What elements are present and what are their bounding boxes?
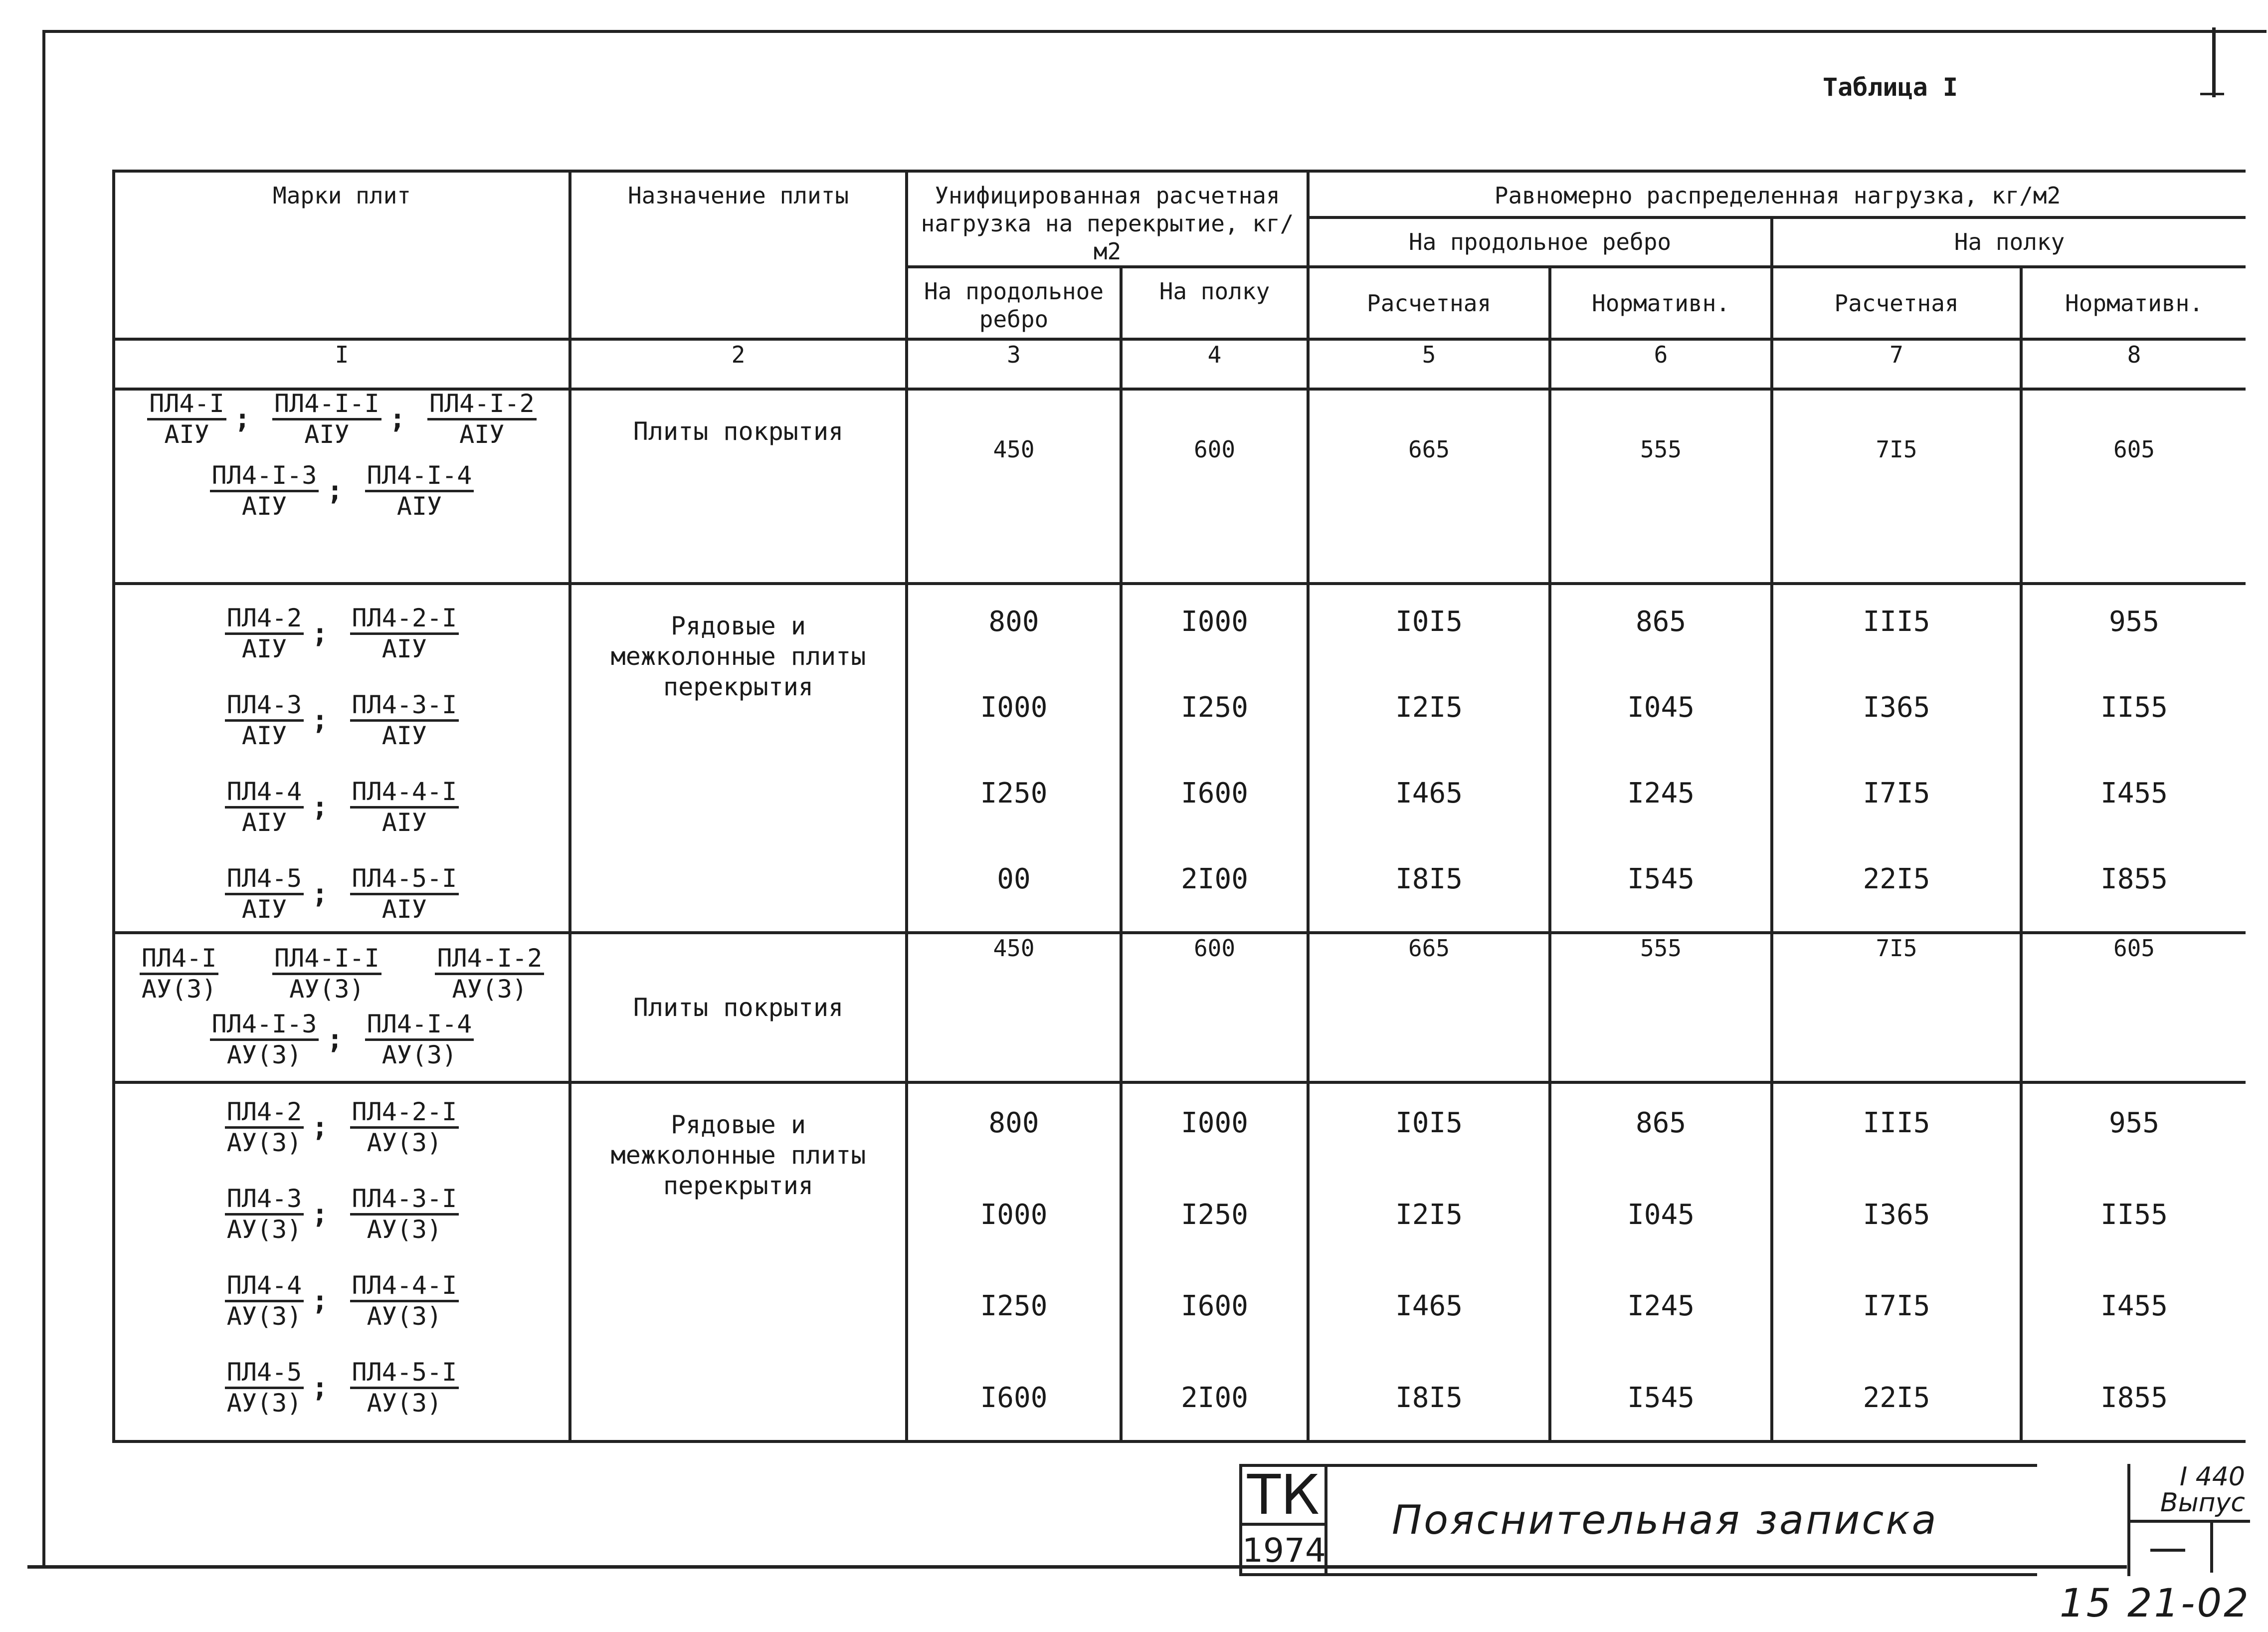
mark-fraction: $\frac{ПЛ4-I}{АУ(3)}$	[140, 945, 219, 1002]
mark-fraction: $\frac{ПЛ4-I-I}{\text{AIУ}}$	[272, 391, 381, 447]
col-number-8: 8	[2021, 339, 2246, 389]
value-cell: I000	[980, 691, 1048, 724]
stamp-box	[2130, 1523, 2213, 1573]
value-cell: 600	[1121, 389, 1308, 584]
value-cell: I8I5	[1395, 863, 1463, 895]
mark-line: $\frac{ПЛ4-3}{АУ(3)}$ ; $\frac{ПЛ4-3-I}{АУ(3)}$	[115, 1186, 568, 1242]
value-cell: I465	[1395, 1290, 1463, 1323]
mark-fraction: $\frac{ПЛ4-4-I}{\text{AIУ}}$	[350, 779, 459, 835]
value-cell: II55	[2100, 1198, 2168, 1231]
mark-line: $\frac{ПЛ4-4}{АУ(3)}$ ; $\frac{ПЛ4-4-I}{АУ(3)}$	[115, 1272, 568, 1329]
table-row	[114, 933, 2246, 1082]
value-cell: 600	[1121, 933, 1308, 1082]
header-uniform-load: Равномерно распределенная нагрузка, кг/м2	[1308, 171, 2246, 217]
value-cell: I600	[1181, 777, 1248, 810]
value-cell: I465	[1395, 777, 1463, 810]
frame-top-border	[42, 30, 2267, 33]
header-unified-load: Унифицированная расчетная нагрузка на перекрытие, кг/м2	[907, 171, 1308, 267]
frame-left-border	[42, 30, 45, 1565]
value-column	[907, 1082, 1121, 1441]
value-cell: I250	[980, 777, 1048, 810]
mark-line: $\frac{ПЛ4-I-3}{АУ(3)}$ ; $\frac{ПЛ4-I-4}{АУ(3)}$	[115, 1011, 568, 1068]
mark-fraction: $\frac{ПЛ4-I-2}{\text{AIУ}}$	[427, 391, 537, 447]
mark-fraction: $\frac{ПЛ4-2-I}{АУ(3)}$	[350, 1099, 459, 1156]
value-cell: I455	[2100, 1290, 2168, 1323]
header-unified-shelf: На полку	[1121, 267, 1308, 339]
value-cell: I000	[1181, 606, 1248, 638]
value-cell: I855	[2100, 1382, 2168, 1415]
value-cell: I245	[1627, 1290, 1695, 1323]
stamp-volume-number: I 440	[2179, 1462, 2245, 1492]
value-cell: 22I5	[1863, 1382, 1930, 1415]
table-row	[114, 584, 2246, 933]
value-cell: 555	[1550, 389, 1772, 584]
value-cell: I545	[1627, 1382, 1695, 1415]
marks-cell	[114, 1082, 570, 1441]
mark-fraction: $\frac{ПЛ4-4}{\text{AIУ}}$	[225, 779, 304, 835]
mark-fraction: $\frac{ПЛ4-I-2}{АУ(3)}$	[435, 945, 544, 1002]
value-cell: I045	[1627, 1198, 1695, 1231]
stamp-volume	[2160, 1464, 2245, 1516]
value-cell: 800	[988, 606, 1039, 638]
value-cell: III5	[1863, 1107, 1930, 1140]
value-cell: 605	[2021, 389, 2246, 584]
col-number-7: 7	[1772, 339, 2021, 389]
value-cell: I0I5	[1395, 606, 1463, 638]
purpose-cell: Плиты покрытия	[570, 933, 907, 1082]
title-block-volume	[2127, 1464, 2250, 1576]
value-cell: I000	[980, 1198, 1048, 1231]
mark-fraction: $\frac{ПЛ4-4}{АУ(3)}$	[225, 1272, 304, 1329]
mark-fraction: $\frac{ПЛ4-I-4}{\text{AIУ}}$	[365, 462, 474, 519]
mark-line: $\frac{ПЛ4-3}{\text{AIУ}}$ ; $\frac{ПЛ4-3-I}{\text{AIУ}}$	[115, 692, 568, 749]
mark-fraction: $\frac{ПЛ4-I-4}{АУ(3)}$	[365, 1011, 474, 1068]
value-cell: I245	[1627, 777, 1695, 810]
mark-fraction: $\frac{ПЛ4-5}{АУ(3)}$	[225, 1359, 304, 1416]
value-cell: 955	[2108, 1107, 2160, 1140]
value-cell: 2I00	[1181, 1382, 1248, 1415]
stamp-tk: ТК	[1242, 1467, 1327, 1526]
value-cell: I0I5	[1395, 1107, 1463, 1140]
header-shelf-norm: Нормативн.	[2021, 267, 2246, 339]
value-column	[1550, 1082, 1772, 1441]
header-uniform-shelf: На полку	[1772, 217, 2246, 267]
mark-line: $\frac{ПЛ4-I}{\text{AIУ}}$ ; $\frac{ПЛ4-I-I}{\text{AIУ}}$ ; $\frac{ПЛ4-I-2}{\text{AIУ}}$	[115, 391, 568, 447]
value-cell: 7I5	[1772, 933, 2021, 1082]
header-unified-rib: На продольное ребро	[907, 267, 1121, 339]
header-rib-norm: Нормативн.	[1550, 267, 1772, 339]
value-cell: II55	[2100, 691, 2168, 724]
value-cell: I250	[980, 1290, 1048, 1323]
purpose-cell: Плиты покрытия	[570, 389, 907, 584]
corner-tick-foot	[2200, 93, 2224, 95]
value-cell: 2I00	[1181, 863, 1248, 895]
loads-table	[112, 170, 2246, 1443]
mark-fraction: $\frac{ПЛ4-5}{\text{AIУ}}$	[225, 865, 304, 922]
value-cell: I7I5	[1863, 777, 1930, 810]
value-cell: 605	[2021, 933, 2246, 1082]
mark-line: $\frac{ПЛ4-2}{АУ(3)}$ ; $\frac{ПЛ4-2-I}{АУ(3)}$	[115, 1099, 568, 1156]
value-cell: I2I5	[1395, 1198, 1463, 1231]
value-cell: 450	[907, 933, 1121, 1082]
mark-line: $\frac{ПЛ4-4}{\text{AIУ}}$ ; $\frac{ПЛ4-4-I}{\text{AIУ}}$	[115, 779, 568, 835]
value-column	[2021, 1082, 2246, 1441]
col-number-5: 5	[1308, 339, 1550, 389]
mark-line: $\frac{ПЛ4-I-3}{\text{AIУ}}$ ; $\frac{ПЛ4-I-4}{\text{AIУ}}$	[115, 462, 568, 519]
col-number-6: 6	[1550, 339, 1772, 389]
value-cell: 7I5	[1772, 389, 2021, 584]
value-column	[1772, 584, 2021, 933]
value-cell: I2I5	[1395, 691, 1463, 724]
value-cell: I000	[1181, 1107, 1248, 1140]
corner-tick	[2212, 27, 2216, 97]
value-column	[907, 584, 1121, 933]
value-column	[1308, 584, 1550, 933]
mark-fraction: $\frac{ПЛ4-3-I}{АУ(3)}$	[350, 1186, 459, 1242]
value-cell: I455	[2100, 777, 2168, 810]
value-cell: I8I5	[1395, 1382, 1463, 1415]
mark-fraction: $\frac{ПЛ4-3}{АУ(3)}$	[225, 1186, 304, 1242]
mark-line: $\frac{ПЛ4-2}{\text{AIУ}}$ ; $\frac{ПЛ4-2-I}{\text{AIУ}}$	[115, 605, 568, 662]
value-cell: 955	[2108, 606, 2160, 638]
value-cell: I045	[1627, 691, 1695, 724]
col-number-2: 2	[570, 339, 907, 389]
col-number-3: 3	[907, 339, 1121, 389]
value-column	[1121, 584, 1308, 933]
mark-fraction: $\frac{ПЛ4-5-I}{\text{AIУ}}$	[350, 865, 459, 922]
value-column	[1121, 1082, 1308, 1441]
mark-fraction: $\frac{ПЛ4-2-I}{\text{AIУ}}$	[350, 605, 459, 662]
mark-line: $\frac{ПЛ4-5}{\text{AIУ}}$ ; $\frac{ПЛ4-5-I}{\text{AIУ}}$	[115, 865, 568, 922]
header-rib-calc: Расчетная	[1308, 267, 1550, 339]
value-cell: 00	[997, 863, 1031, 895]
value-cell: I250	[1181, 1198, 1248, 1231]
mark-fraction: $\frac{ПЛ4-I-3}{\text{AIУ}}$	[210, 462, 319, 519]
value-column	[1308, 1082, 1550, 1441]
value-cell: 22I5	[1863, 863, 1930, 895]
value-column	[1772, 1082, 2021, 1441]
table-row	[114, 389, 2246, 584]
mark-fraction: $\frac{ПЛ4-I-I}{АУ(3)}$	[272, 945, 381, 1002]
stamp-title: Пояснительная записка	[1392, 1497, 1938, 1543]
col-number-1: I	[114, 339, 570, 389]
mark-fraction: $\frac{ПЛ4-I}{\text{AIУ}}$	[147, 391, 226, 447]
purpose-cell: Рядовые и межколонные плиты перекрытия	[570, 584, 907, 933]
stamp-volume-label: Выпус	[2160, 1488, 2245, 1518]
mark-fraction: $\frac{ПЛ4-4-I}{АУ(3)}$	[350, 1272, 459, 1329]
header-purpose: Назначение плиты	[570, 171, 907, 339]
value-cell: 865	[1635, 1107, 1687, 1140]
mark-fraction: $\frac{ПЛ4-3-I}{\text{AIУ}}$	[350, 692, 459, 749]
dash-mark	[2150, 1549, 2185, 1552]
value-cell: 865	[1635, 606, 1687, 638]
mark-line	[115, 945, 568, 1002]
value-cell: 450	[907, 389, 1121, 584]
value-cell: I365	[1863, 1198, 1930, 1231]
value-column	[1550, 584, 1772, 933]
purpose-cell: Рядовые и межколонные плиты перекрытия	[570, 1082, 907, 1441]
value-cell: III5	[1863, 606, 1930, 638]
value-cell: I855	[2100, 863, 2168, 895]
title-block	[1239, 1464, 2037, 1576]
marks-cell	[114, 584, 570, 933]
marks-cell	[114, 389, 570, 584]
table-caption: Таблица I	[1823, 73, 1958, 102]
col-number-4: 4	[1121, 339, 1308, 389]
mark-fraction: $\frac{ПЛ4-2}{АУ(3)}$	[225, 1099, 304, 1156]
mark-fraction: $\frac{ПЛ4-I-3}{АУ(3)}$	[210, 1011, 319, 1068]
value-cell: I600	[980, 1382, 1048, 1415]
mark-line: $\frac{ПЛ4-5}{АУ(3)}$ ; $\frac{ПЛ4-5-I}{АУ(3)}$	[115, 1359, 568, 1416]
table-row	[114, 1082, 2246, 1441]
header-uniform-rib: На продольное ребро	[1308, 217, 1772, 267]
mark-fraction: $\frac{ПЛ4-2}{\text{AIУ}}$	[225, 605, 304, 662]
value-cell: I365	[1863, 691, 1930, 724]
value-cell: 555	[1550, 933, 1772, 1082]
value-cell: 665	[1308, 389, 1550, 584]
value-cell: I545	[1627, 863, 1695, 895]
value-column	[2021, 584, 2246, 933]
marks-cell	[114, 933, 570, 1082]
mark-fraction: $\frac{ПЛ4-3}{\text{AIУ}}$	[225, 692, 304, 749]
value-cell: 665	[1308, 933, 1550, 1082]
document-code: 15 21-02	[2060, 1581, 2251, 1626]
mark-fraction: $\frac{ПЛ4-5-I}{АУ(3)}$	[350, 1359, 459, 1416]
value-cell: I600	[1181, 1290, 1248, 1323]
header-shelf-calc: Расчетная	[1772, 267, 2021, 339]
stamp-year: 1974	[1242, 1526, 1327, 1576]
header-marks: Марки плит	[114, 171, 570, 339]
value-cell: 800	[988, 1107, 1039, 1140]
value-cell: I7I5	[1863, 1290, 1930, 1323]
value-cell: I250	[1181, 691, 1248, 724]
